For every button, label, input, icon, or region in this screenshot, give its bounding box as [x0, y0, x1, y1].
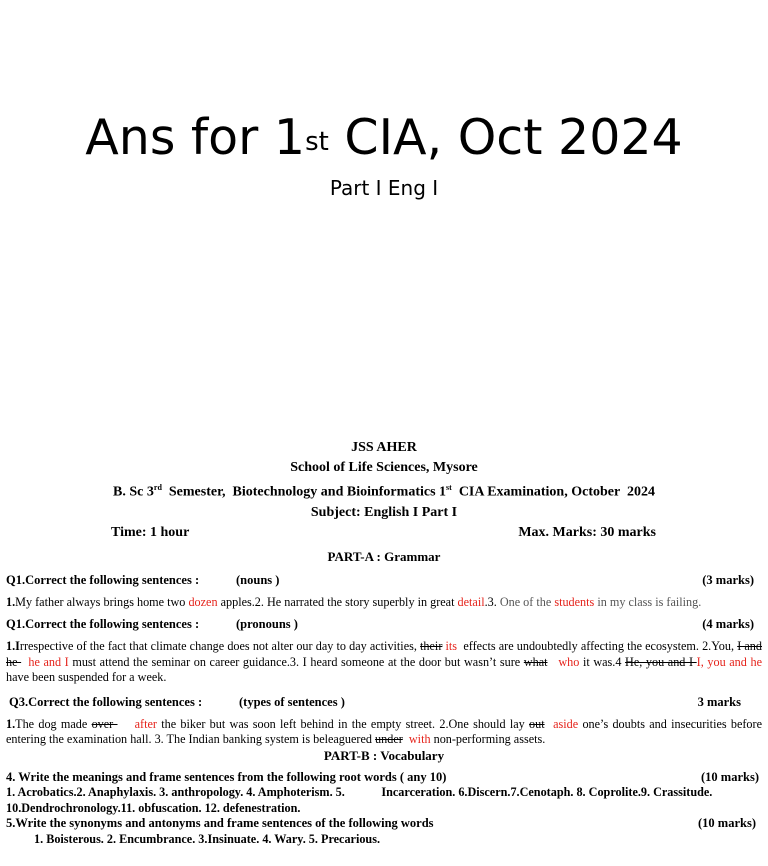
school-name: School of Life Sciences, Mysore — [290, 460, 478, 475]
part-a-heading: PART-A : Grammar — [327, 548, 441, 564]
q3-answers: 1.The dog made over after the biker but was soon left behind in the empty street. 2.One should lay out aside one’s doubts and insecurities before entering the examination hall. 3. The Indian banking system is beleaguered under with non-performing assets. — [6, 716, 762, 747]
institution-name: JSS AHER — [351, 440, 417, 455]
exam-document — [0, 438, 768, 847]
q4-heading: 4. Write the meanings and frame sentences from the following root words ( any 10) (10 marks) — [6, 769, 759, 784]
q2-heading: Q1.Correct the following sentences : (pronouns ) (4 marks) — [6, 617, 754, 632]
slide-title-block — [0, 109, 768, 200]
slide-subtitle: Part I Eng I — [329, 176, 439, 200]
subject-line: Subject: English I Part I — [310, 504, 458, 520]
q5-heading: 5.Write the synonyms and antonyms and frame sentences of the following words (10 marks) — [6, 816, 756, 831]
q4-word-list-2: 10.Dendrochronology.11. obfuscation. 12. defenestration. — [6, 800, 301, 815]
q4-word-list-1: 1. Acrobatics.2. Anaphylaxis. 3. anthropology. 4. Amphoterism. 5. Incarceration. 6.Discern.7.Cenotaph. 8. Coprolite.9. Crassitude. — [6, 785, 713, 800]
q3-heading: Q3.Correct the following sentences : (types of sentences ) 3 marks — [9, 694, 741, 709]
max-marks-label: Max. Marks: 30 marks — [518, 524, 656, 540]
q5-word-list: 1. Boisterous. 2. Encumbrance. 3.Insinuate. 4. Wary. 5. Precarious. — [34, 831, 381, 846]
slide-title: Ans for 1st CIA, Oct 2024 — [85, 109, 683, 166]
exam-title: B. Sc 3rd Semester, Biotechnology and Bioinformatics 1st CIA Examination, October 2024 — [113, 483, 655, 500]
q2-answers: 1.Irrespective of the fact that climate change does not alter our day to day activities, their its effects are undoubtedly affecting the ecosystem. 2.You, I and he he and I must attend the seminar on career guidance.3. I heard someone at the door but wasn’t sure what who it was.4 He, you and I I, you and he have been suspended for a week. — [6, 639, 762, 685]
part-b-heading: PART-B : Vocabulary — [323, 747, 445, 763]
q1-answers: 1.My father always brings home two dozen apples.2. He narrated the story superbly in great detail.3. One of the students in my class is failing. — [6, 594, 702, 609]
time-marks-line — [0, 523, 768, 543]
q1-heading: Q1.Correct the following sentences : (nouns ) (3 marks) — [6, 572, 754, 587]
time-label: Time: 1 hour — [111, 524, 190, 540]
